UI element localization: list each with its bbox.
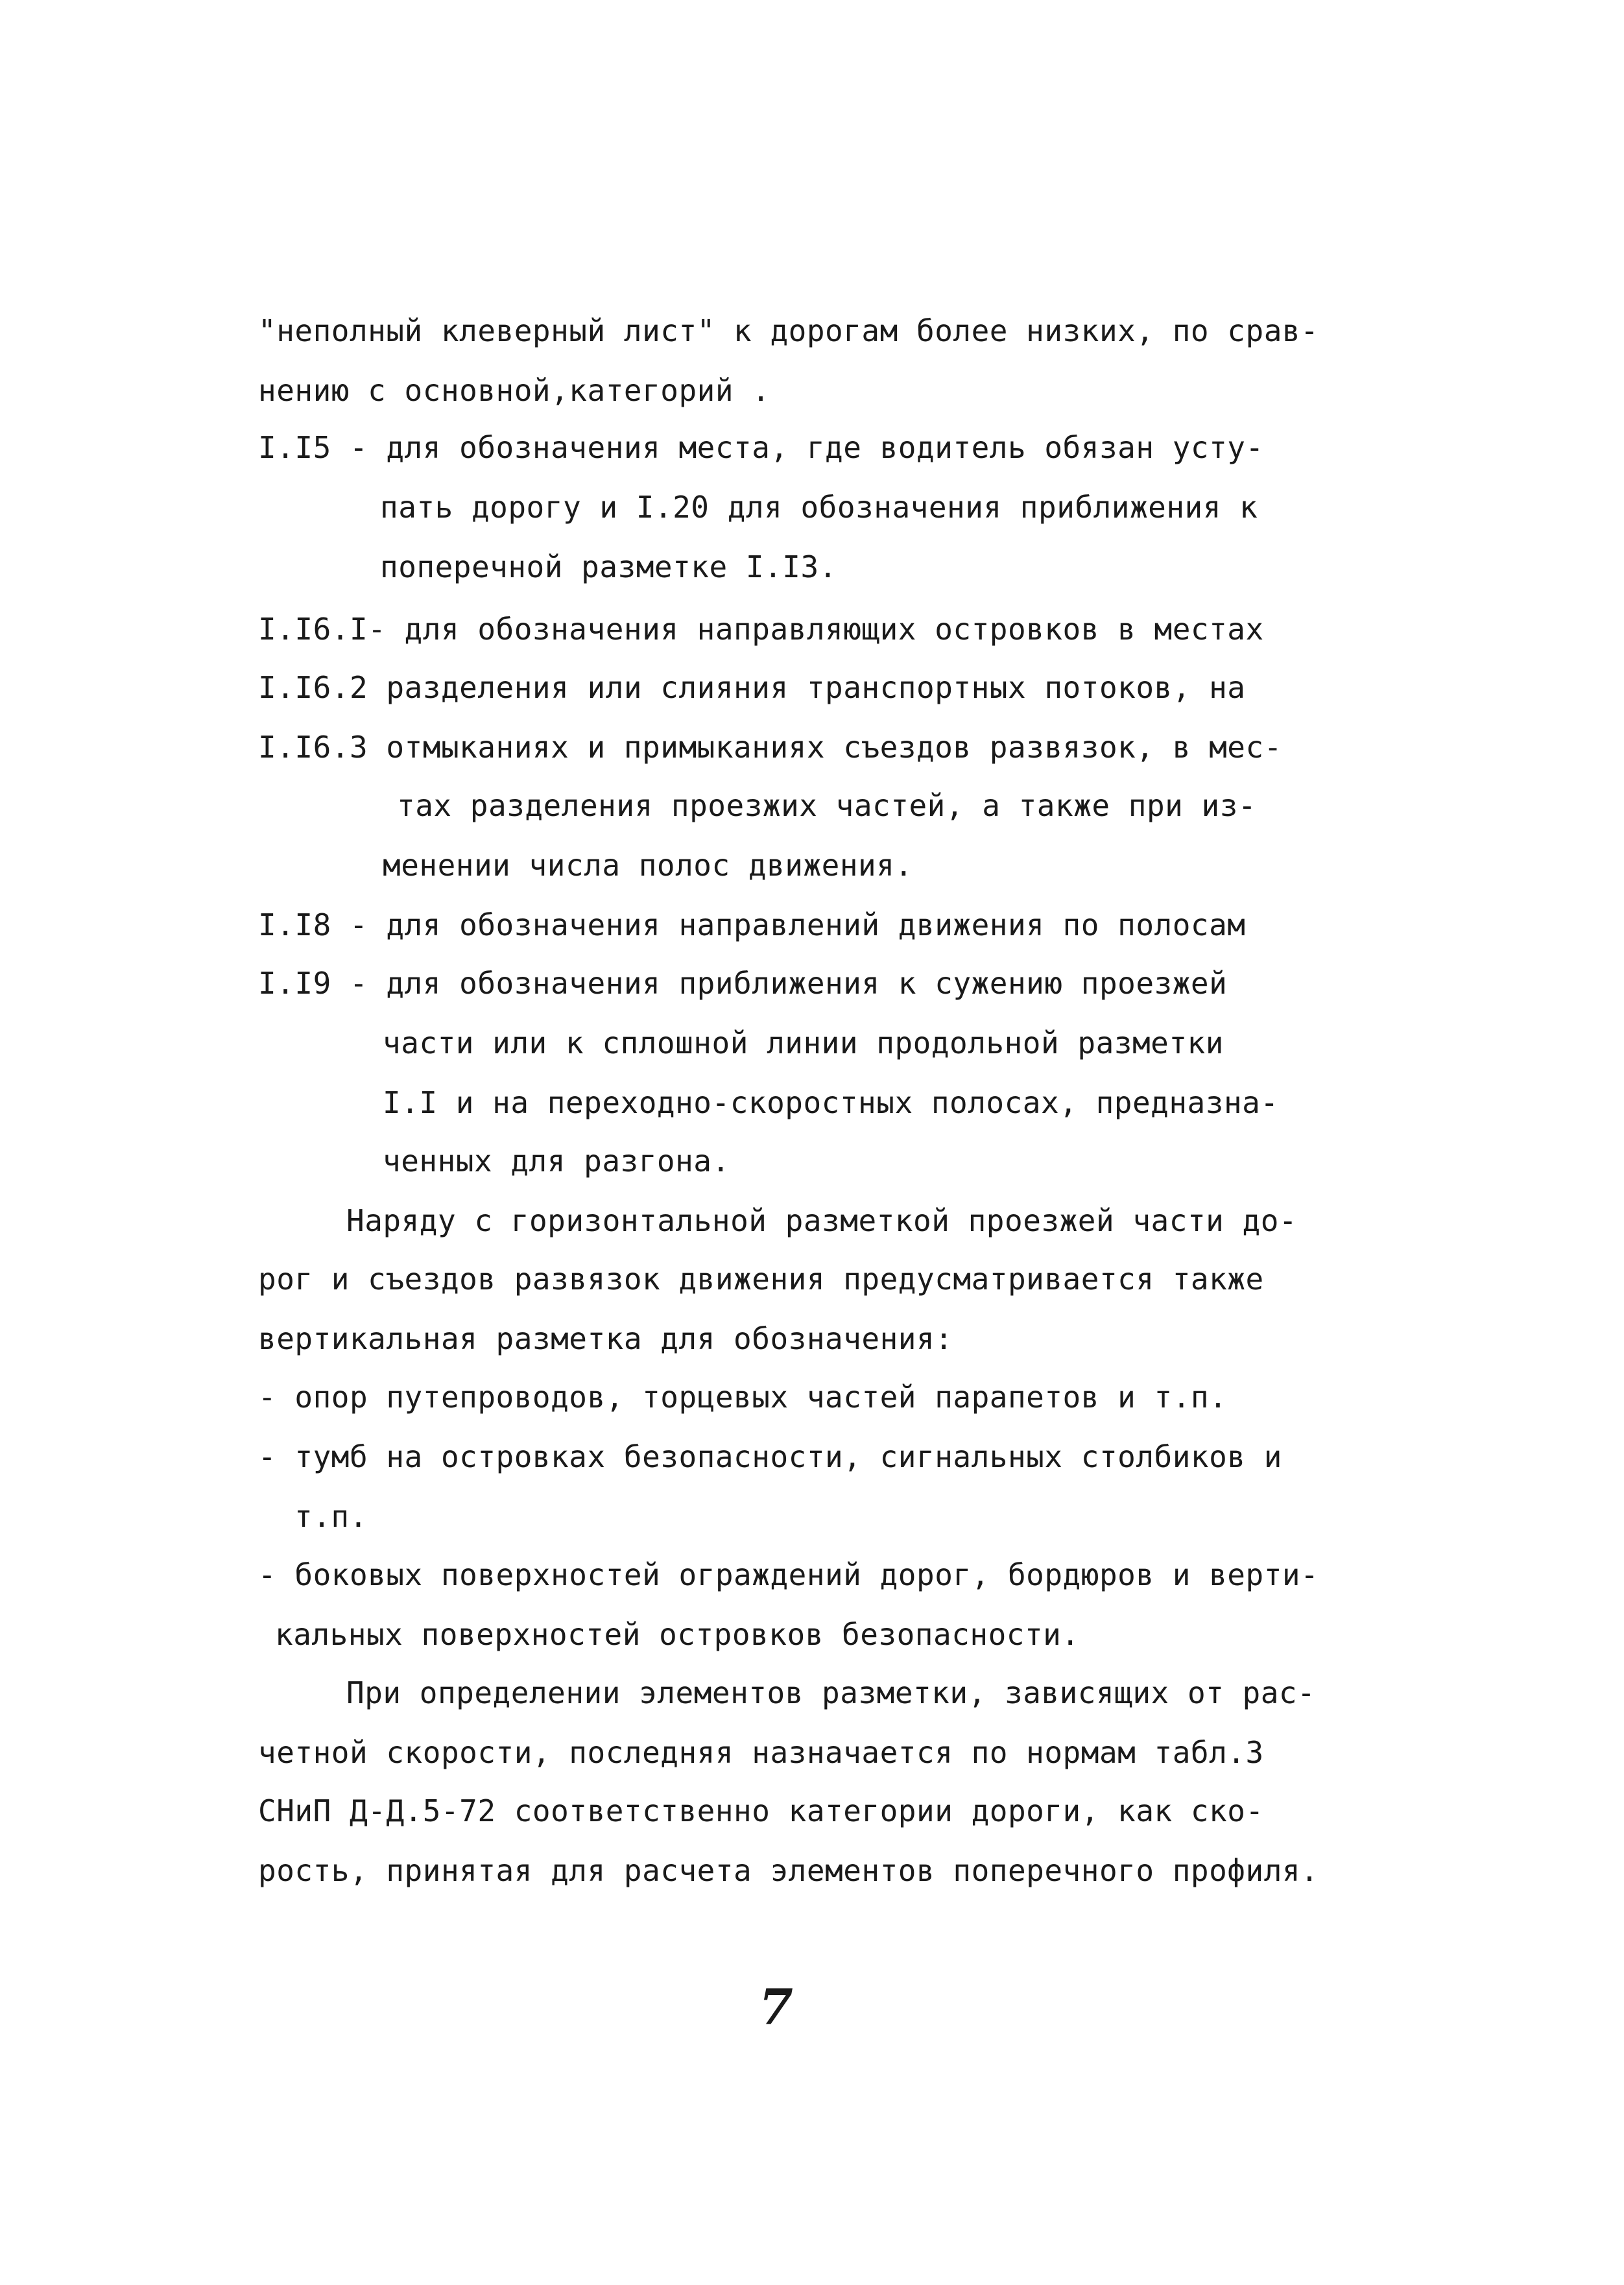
text-line: I.I5 - для обозначения места, где водитель обязан усту-	[258, 430, 1264, 465]
text-line: I.I8 - для обозначения направлений движения по полосам	[258, 907, 1246, 942]
text-line: пать дорогу и I.20 для обозначения приближения к	[380, 490, 1258, 525]
text-line: - тумб на островках безопасности, сигнальных столбиков и	[258, 1439, 1282, 1474]
text-line: Наряду с горизонтальной разметкой проезжей части до-	[346, 1203, 1298, 1238]
text-line: менении числа полос движения.	[383, 848, 913, 883]
text-line: I.I9 - для обозначения приближения к сужению проезжей	[258, 966, 1228, 1001]
text-line: нению с основной,категорий .	[258, 373, 770, 408]
text-line: "неполный клеверный лист" к дорогам более низких, по срав-	[258, 313, 1319, 348]
text-line: т.п.	[294, 1499, 368, 1534]
text-line: части или к сплошной линии продольной разметки	[383, 1025, 1224, 1060]
text-line: ченных для разгона.	[383, 1143, 730, 1178]
text-line: четной скорости, последняя назначается по нормам табл.3	[258, 1735, 1264, 1770]
text-line: При определении элементов разметки, зависящих от рас-	[346, 1675, 1316, 1710]
text-line: I.I6.I- для обозначения направляющих островков в местах	[258, 612, 1264, 647]
text-line: - боковых поверхностей ограждений дорог, бордюров и верти-	[258, 1557, 1319, 1592]
text-line: СНиП Д-Д.5-72 соответственно категории дороги, как ско-	[258, 1793, 1264, 1828]
text-line: I.I и на переходно-скоростных полосах, предназна-	[383, 1085, 1279, 1120]
text-line: - опор путепроводов, торцевых частей парапетов и т.п.	[258, 1380, 1228, 1415]
text-line: поперечной разметке I.I3.	[380, 549, 837, 584]
text-line: I.I6.3 отмыканиях и примыканиях съездов развязок, в мес-	[258, 730, 1282, 765]
text-line: кальных поверхностей островков безопасности.	[275, 1617, 1080, 1652]
text-line: I.I6.2 разделения или слияния транспортных потоков, на	[258, 670, 1246, 705]
text-line: рог и съездов развязок движения предусматривается также	[258, 1262, 1264, 1297]
text-line: вертикальная разметка для обозначения:	[258, 1321, 953, 1356]
text-line: тах разделения проезжих частей, а также при из-	[397, 788, 1257, 823]
text-line: рость, принятая для расчета элементов поперечного профиля.	[258, 1853, 1319, 1888]
page-number: 7	[759, 1978, 793, 2036]
